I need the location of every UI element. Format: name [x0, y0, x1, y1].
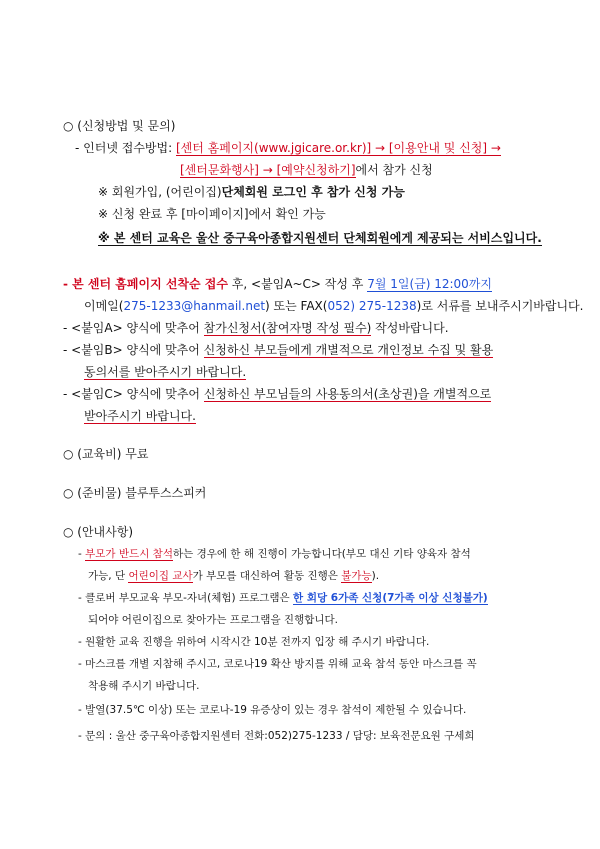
guide-item-2: [78, 590, 488, 606]
deadline-first-come: - 본 센터 홈페이지 선착순 접수: [63, 277, 228, 291]
attachment-a-line: [63, 320, 449, 336]
guide-item-4: - 마스크를 개별 지참해 주시고, 코로나19 확산 방지를 위해 교육 참석 동안 마스크를 꼭: [78, 658, 477, 670]
email-line: [84, 298, 583, 314]
attachment-b-prefix: - <붙임B> 양식에 맞추어: [63, 343, 204, 357]
attachment-c-prefix: - <붙임C> 양식에 맞추어: [63, 387, 204, 401]
note-signup-bold: 단체회원 로그인 후 참가 신청 가능: [221, 185, 405, 199]
guide-item-1-cont: [88, 568, 379, 584]
note-service: ※ 본 센터 교육은 울산 중구육아종합지원센터 단체회원에게 제공되는 서비스입니다.: [98, 231, 542, 245]
deadline-line: [63, 276, 492, 292]
guide-item-4-cont: 착용해 주시기 바랍니다.: [88, 680, 200, 692]
attachment-a-prefix: - <붙임A> 양식에 맞추어: [63, 321, 204, 335]
web-path-link-1[interactable]: [센터 홈페이지(www.jgicare.or.kr)] → [이용안내 및 신청] →: [175, 141, 501, 155]
apply-heading: ○ (신청방법 및 문의): [63, 119, 176, 133]
guide-contact: - 문의 : 울산 중구육아종합지원센터 전화:052)275-1233 / 담당: 보육전문요원 구세희: [78, 730, 475, 742]
note-signup-text: ※ 회원가입, (어린이집): [98, 185, 222, 199]
guide-1-cont-a: 가능, 단: [88, 570, 129, 582]
guide-1-cont-b: 가 부모를 대신하여 활동 진행은: [192, 570, 342, 582]
guide-1-dash: -: [78, 548, 86, 560]
note-service-line: [98, 230, 542, 246]
fee-line: ○ (교육비) 무료: [63, 447, 149, 461]
attachment-c-line: [63, 386, 491, 402]
email-mid: ) 또는 FAX(: [265, 299, 328, 313]
guide-2-family-limit: 한 회당 6가족 신청(7가족 이상 신청불가): [293, 592, 488, 604]
guide-1-text: 하는 경우에 한 해 진행이 가능합니다(부모 대신 기타 양육자 참석: [172, 548, 471, 560]
attachment-b-line-2: [84, 364, 246, 380]
fax-number: 052) 275-1238: [327, 299, 417, 313]
attachment-c-highlight-2: 받아주시기 바랍니다.: [84, 409, 196, 423]
guide-item-2-cont: 되어야 어린이집으로 찾아가는 프로그램을 진행합니다.: [88, 614, 338, 626]
attachment-b-highlight-2: 동의서를 받아주시기 바랍니다.: [84, 365, 247, 379]
guide-1-not-allowed: 불가능: [341, 570, 372, 582]
guide-2-text: - 클로버 부모교육 부모-자녀(체험) 프로그램은: [78, 592, 294, 604]
web-method-suffix: 에서 참가 신청: [355, 163, 433, 177]
guide-item-3: - 원활한 교육 진행을 위하여 시작시간 10분 전까지 입장 해 주시기 바랍니다.: [78, 636, 430, 648]
web-path-link-2[interactable]: [센터문화행사] → [예약신청하기]: [180, 163, 356, 177]
attachment-c-highlight: 신청하신 부모님들의 사용동의서(초상권)을 개별적으로: [203, 387, 492, 401]
attachment-a-highlight: 참가신청서(참여자명 작성 필수): [203, 321, 372, 335]
note-mypage: ※ 신청 완료 후 [마이페이지]에서 확인 가능: [98, 207, 326, 221]
guide-1-end: ).: [371, 570, 380, 582]
web-method-line-1: [75, 140, 501, 156]
email-prefix: 이메일(: [84, 299, 124, 313]
guide-item-5: - 발열(37.5℃ 이상) 또는 코로나-19 유증상이 있는 경우 참석이 제한될 수 있습니다.: [78, 704, 467, 716]
attachment-b-highlight: 신청하신 부모들에게 개별적으로 개인정보 수집 및 활용: [203, 343, 494, 357]
attachment-c-line-2: [84, 408, 196, 424]
supplies-line: ○ (준비물) 블루투스스피커: [63, 486, 207, 500]
guide-1-parent-required: 부모가 반드시 참석: [85, 548, 173, 560]
note-signup: [98, 184, 405, 200]
deadline-middle: 후, <붙임A~C> 작성 후: [227, 277, 368, 291]
guide-1-teacher: 어린이집 교사: [128, 570, 193, 582]
attachment-a-suffix: 작성바랍니다.: [371, 321, 449, 335]
attachment-b-line: [63, 342, 493, 358]
email-address[interactable]: 275-1233@hanmail.net: [123, 299, 266, 313]
web-method-line-2: [180, 162, 433, 178]
guide-item-1: [78, 546, 471, 562]
deadline-date: 7월 1일(금) 12:00까지: [367, 277, 492, 291]
guide-heading: ○ (안내사항): [63, 525, 134, 539]
web-method-prefix: - 인터넷 접수방법:: [75, 141, 176, 155]
email-suffix: )로 서류를 보내주시기바랍니다.: [416, 299, 584, 313]
